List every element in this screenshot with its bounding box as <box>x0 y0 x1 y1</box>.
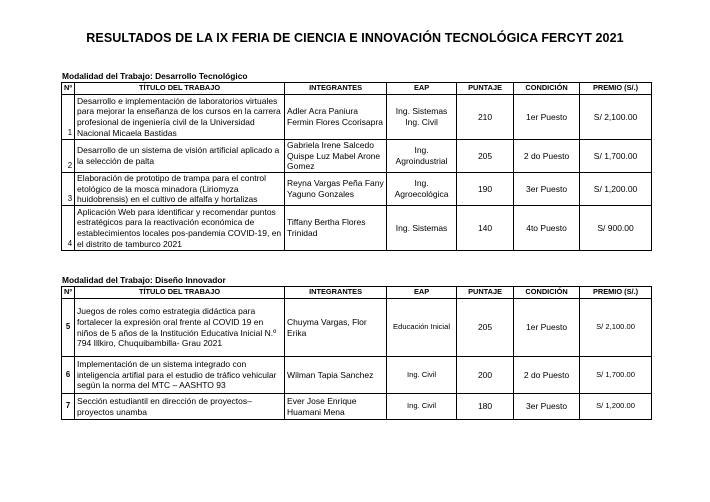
row-condicion: 3er Puesto <box>514 173 580 206</box>
row-condicion: 4to Puesto <box>514 206 580 251</box>
table-row <box>62 357 652 394</box>
table-row <box>62 206 652 251</box>
table-header-row <box>62 287 652 299</box>
row-premio: S/ 1,700.00 <box>580 140 652 173</box>
row-num: 7 <box>62 394 75 420</box>
row-num: 4 <box>62 206 75 251</box>
row-integrantes: Ever Jose Enrique Huamani Mena <box>285 394 387 420</box>
row-integrantes: Chuyma Vargas, Flor Erika <box>285 299 387 357</box>
row-eap: Ing. Agroindustrial <box>387 140 457 173</box>
section-label-desarrollo-tecnologico: Modalidad del Trabajo: Desarrollo Tecnológico <box>62 71 248 81</box>
row-title: Aplicación Web para identificar y recomendar puntos estratégicos para la reactivación económica de establecimientos locales pos-pandemia COVID-19, en el distrito de tamburco 2021 <box>75 206 285 251</box>
header-integrantes: INTEGRANTES <box>285 83 387 95</box>
table-row <box>62 173 652 206</box>
row-eap: Ing. Sistemas Ing. Civil <box>387 95 457 140</box>
header-num: Nº <box>62 83 75 95</box>
results-table-desarrollo-tecnologico <box>61 82 652 251</box>
row-eap: Ing. Sistemas <box>387 206 457 251</box>
row-condicion: 2 do Puesto <box>514 357 580 394</box>
header-integrantes: INTEGRANTES <box>285 287 387 299</box>
row-eap: Ing. Agroecológica <box>387 173 457 206</box>
row-premio: S/ 1,700.00 <box>580 357 652 394</box>
header-eap: EAP <box>387 83 457 95</box>
row-condicion: 3er Puesto <box>514 394 580 420</box>
header-condicion: CONDICIÓN <box>514 83 580 95</box>
row-premio: S/ 2,100.00 <box>580 299 652 357</box>
row-title: Desarrollo de un sistema de visión artificial aplicado a la selección de palta <box>75 140 285 173</box>
row-num: 3 <box>62 173 75 206</box>
row-title: Elaboración de prototipo de trampa para el control etológico de la mosca minadora (Liriomyza huidobrensis) en el cultivo de alfalfa y hortalizas <box>75 173 285 206</box>
header-puntaje: PUNTAJE <box>457 83 514 95</box>
row-premio: S/ 2,100.00 <box>580 95 652 140</box>
row-premio: S/ 1,200.00 <box>580 394 652 420</box>
table-row <box>62 299 652 357</box>
row-integrantes: Adler Acra Paniura Fermin Flores Ccorisapra <box>285 95 387 140</box>
row-condicion: 1er Puesto <box>514 95 580 140</box>
header-title: TÍTULO DEL TRABAJO <box>75 287 285 299</box>
row-integrantes: Reyna Vargas Peña Fany Yaguno Gonzales <box>285 173 387 206</box>
header-puntaje: PUNTAJE <box>457 287 514 299</box>
row-num: 1 <box>62 95 75 140</box>
header-title: TÍTULO DEL TRABAJO <box>75 83 285 95</box>
row-integrantes: Tiffany Bertha Flores Trinidad <box>285 206 387 251</box>
row-puntaje: 200 <box>457 357 514 394</box>
row-integrantes: Wilman Tapia Sanchez <box>285 357 387 394</box>
table-row <box>62 394 652 420</box>
row-premio: S/ 900.00 <box>580 206 652 251</box>
header-condicion: CONDICIÓN <box>514 287 580 299</box>
row-num: 2 <box>62 140 75 173</box>
header-eap: EAP <box>387 287 457 299</box>
page-title: RESULTADOS DE LA IX FERIA DE CIENCIA E INNOVACIÓN TECNOLÓGICA FERCYT 2021 <box>86 31 624 45</box>
results-table-diseno-innovador <box>61 286 652 420</box>
row-title: Implementación de un sistema integrado con inteligencia artifial para el estudio de tráfico vehicular según la norma del MTC – AASHTO 93 <box>75 357 285 394</box>
section-label-diseno-innovador: Modalidad del Trabajo: Diseño Innovador <box>62 275 226 285</box>
row-num: 5 <box>62 299 75 357</box>
row-puntaje: 140 <box>457 206 514 251</box>
row-integrantes: Gabriela Irene Salcedo Quispe Luz Mabel Arone Gomez <box>285 140 387 173</box>
table-row <box>62 95 652 140</box>
row-puntaje: 205 <box>457 299 514 357</box>
table-row <box>62 140 652 173</box>
table-header-row <box>62 83 652 95</box>
row-eap: Ing. Civil <box>387 357 457 394</box>
row-puntaje: 205 <box>457 140 514 173</box>
row-puntaje: 190 <box>457 173 514 206</box>
header-premio: PREMIO (S/.) <box>580 83 652 95</box>
row-title: Juegos de roles como estrategia didáctica para fortalecer la expresión oral frente al COVID 19 en niños de 5 años de la Institución Educativa Inicial N.º 794 Illkiro, Chuquibambilla- Grau 2021 <box>75 299 285 357</box>
row-puntaje: 180 <box>457 394 514 420</box>
row-eap: Educación Inicial <box>387 299 457 357</box>
header-num: Nº <box>62 287 75 299</box>
row-puntaje: 210 <box>457 95 514 140</box>
row-title: Desarrollo e implementación de laboratorios virtuales para mejorar la enseñanza de los cursos en la carrera profesional de ingeniería civil de la Universidad Nacional Micaela Bastidas <box>75 95 285 140</box>
row-condicion: 2 do Puesto <box>514 140 580 173</box>
row-title: Sección estudiantil en dirección de proyectos– proyectos unamba <box>75 394 285 420</box>
header-premio: PREMIO (S/.) <box>580 287 652 299</box>
row-eap: Ing. Civil <box>387 394 457 420</box>
row-premio: S/ 1,200.00 <box>580 173 652 206</box>
row-num: 6 <box>62 357 75 394</box>
row-condicion: 1er Puesto <box>514 299 580 357</box>
